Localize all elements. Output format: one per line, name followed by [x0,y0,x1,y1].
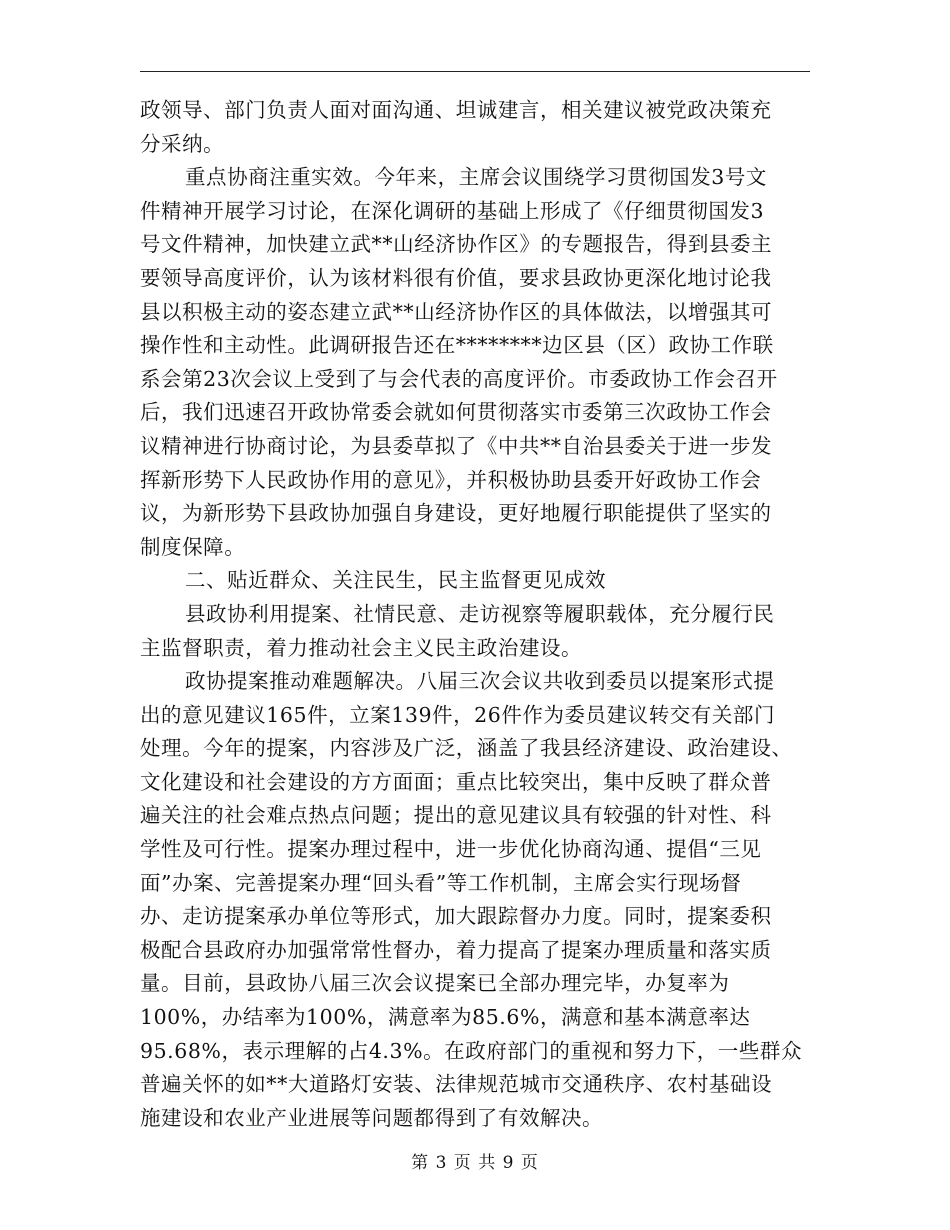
text-line: 重点协商注重实效。今年来，主席会议围绕学习贯彻国发3号文 [185,165,767,190]
text-line: 制度保障。 [140,534,246,559]
text-line: 主监督职责，着力推动社会主义民主政治建设。 [140,635,583,660]
text-line: 文化建设和社会建设的方方面面；重点比较突出，集中反映了群众普 [140,769,772,794]
header-rule [140,71,810,72]
text-line: 政领导、部门负责人面对面沟通、坦诚建言，相关建议被党政决策充 [140,98,772,122]
text-line: 办、走访提案承办单位等形式，加大跟踪督办力度。同时，提案委积 [140,904,772,929]
text-line: 挥新形势下人民政协作用的意见》，并积极协助县委开好政协工作会 [140,467,762,492]
text-line: 议，为新形势下县政协加强自身建设，更好地履行职能提供了坚实的 [140,501,772,526]
text-line: 县政协利用提案、社情民意、走访视察等履职载体，充分履行民 [185,601,775,626]
text-line: 号文件精神，加快建立武**山经济协作区》的专题报告，得到县委主 [140,232,773,257]
text-line: 操作性和主动性。此调研报告还在********边区县（区）政协工作联 [140,333,774,358]
text-line: 学性及可行性。提案办理过程中，进一步优化协商沟通、提倡“三见 [140,837,762,862]
text-line: 二、贴近群众、关注民生，民主监督更见成效 [185,568,606,593]
text-line: 面”办案、完善提案办理“回头看”等工作机制，主席会实行现场督 [140,870,742,895]
text-line: 议精神进行协商讨论，为县委草拟了《中共**自治县委关于进一步发 [140,433,773,458]
text-line: 100%，办结率为100%，满意率为85.6%，满意和基本满意率达 [140,1005,751,1030]
text-line: 县以积极主动的姿态建立武**山经济协作区的具体做法，以增强其可 [140,299,773,324]
text-line: 分采纳。 [140,131,225,156]
page-number: 第 3 页 共 9 页 [411,1153,539,1173]
text-line: 量。目前，县政协八届三次会议提案已全部办理完毕，办复率为 [140,971,730,996]
text-line: 95.68%，表示理解的占4.3%。在政府部门的重视和努力下，一些群众 [140,1038,802,1063]
document-body [140,94,812,1135]
text-line: 处理。今年的提案，内容涉及广泛，涵盖了我县经济建设、政治建设、 [140,736,793,761]
text-line: 要领导高度评价，认为该材料很有价值，要求县政协更深化地讨论我 [140,265,772,290]
text-line: 系会第23次会议上受到了与会代表的高度评价。市委政协工作会召开 [140,366,778,391]
text-line: 后，我们迅速召开政协常委会就如何贯彻落实市委第三次政协工作会 [140,400,772,425]
text-line: 极配合县政府办加强常常性督办，着力提高了提案办理质量和落实质 [140,937,772,962]
text-line: 施建设和农业产业进展等问题都得到了有效解决。 [140,1105,604,1130]
text-line: 遍关注的社会难点热点问题；提出的意见建议具有较强的针对性、科 [140,803,772,828]
text-line: 普遍关怀的如**大道路灯安装、法律规范城市交通秩序、农村基础设 [140,1072,773,1097]
text-line: 件精神开展学习讨论，在深化调研的基础上形成了《仔细贯彻国发3 [140,198,765,223]
text-line: 政协提案推动难题解决。八届三次会议共收到委员以提案形式提 [185,669,775,694]
text-line: 出的意见建议165件，立案139件，26件作为委员建议转交有关部门 [140,702,775,727]
